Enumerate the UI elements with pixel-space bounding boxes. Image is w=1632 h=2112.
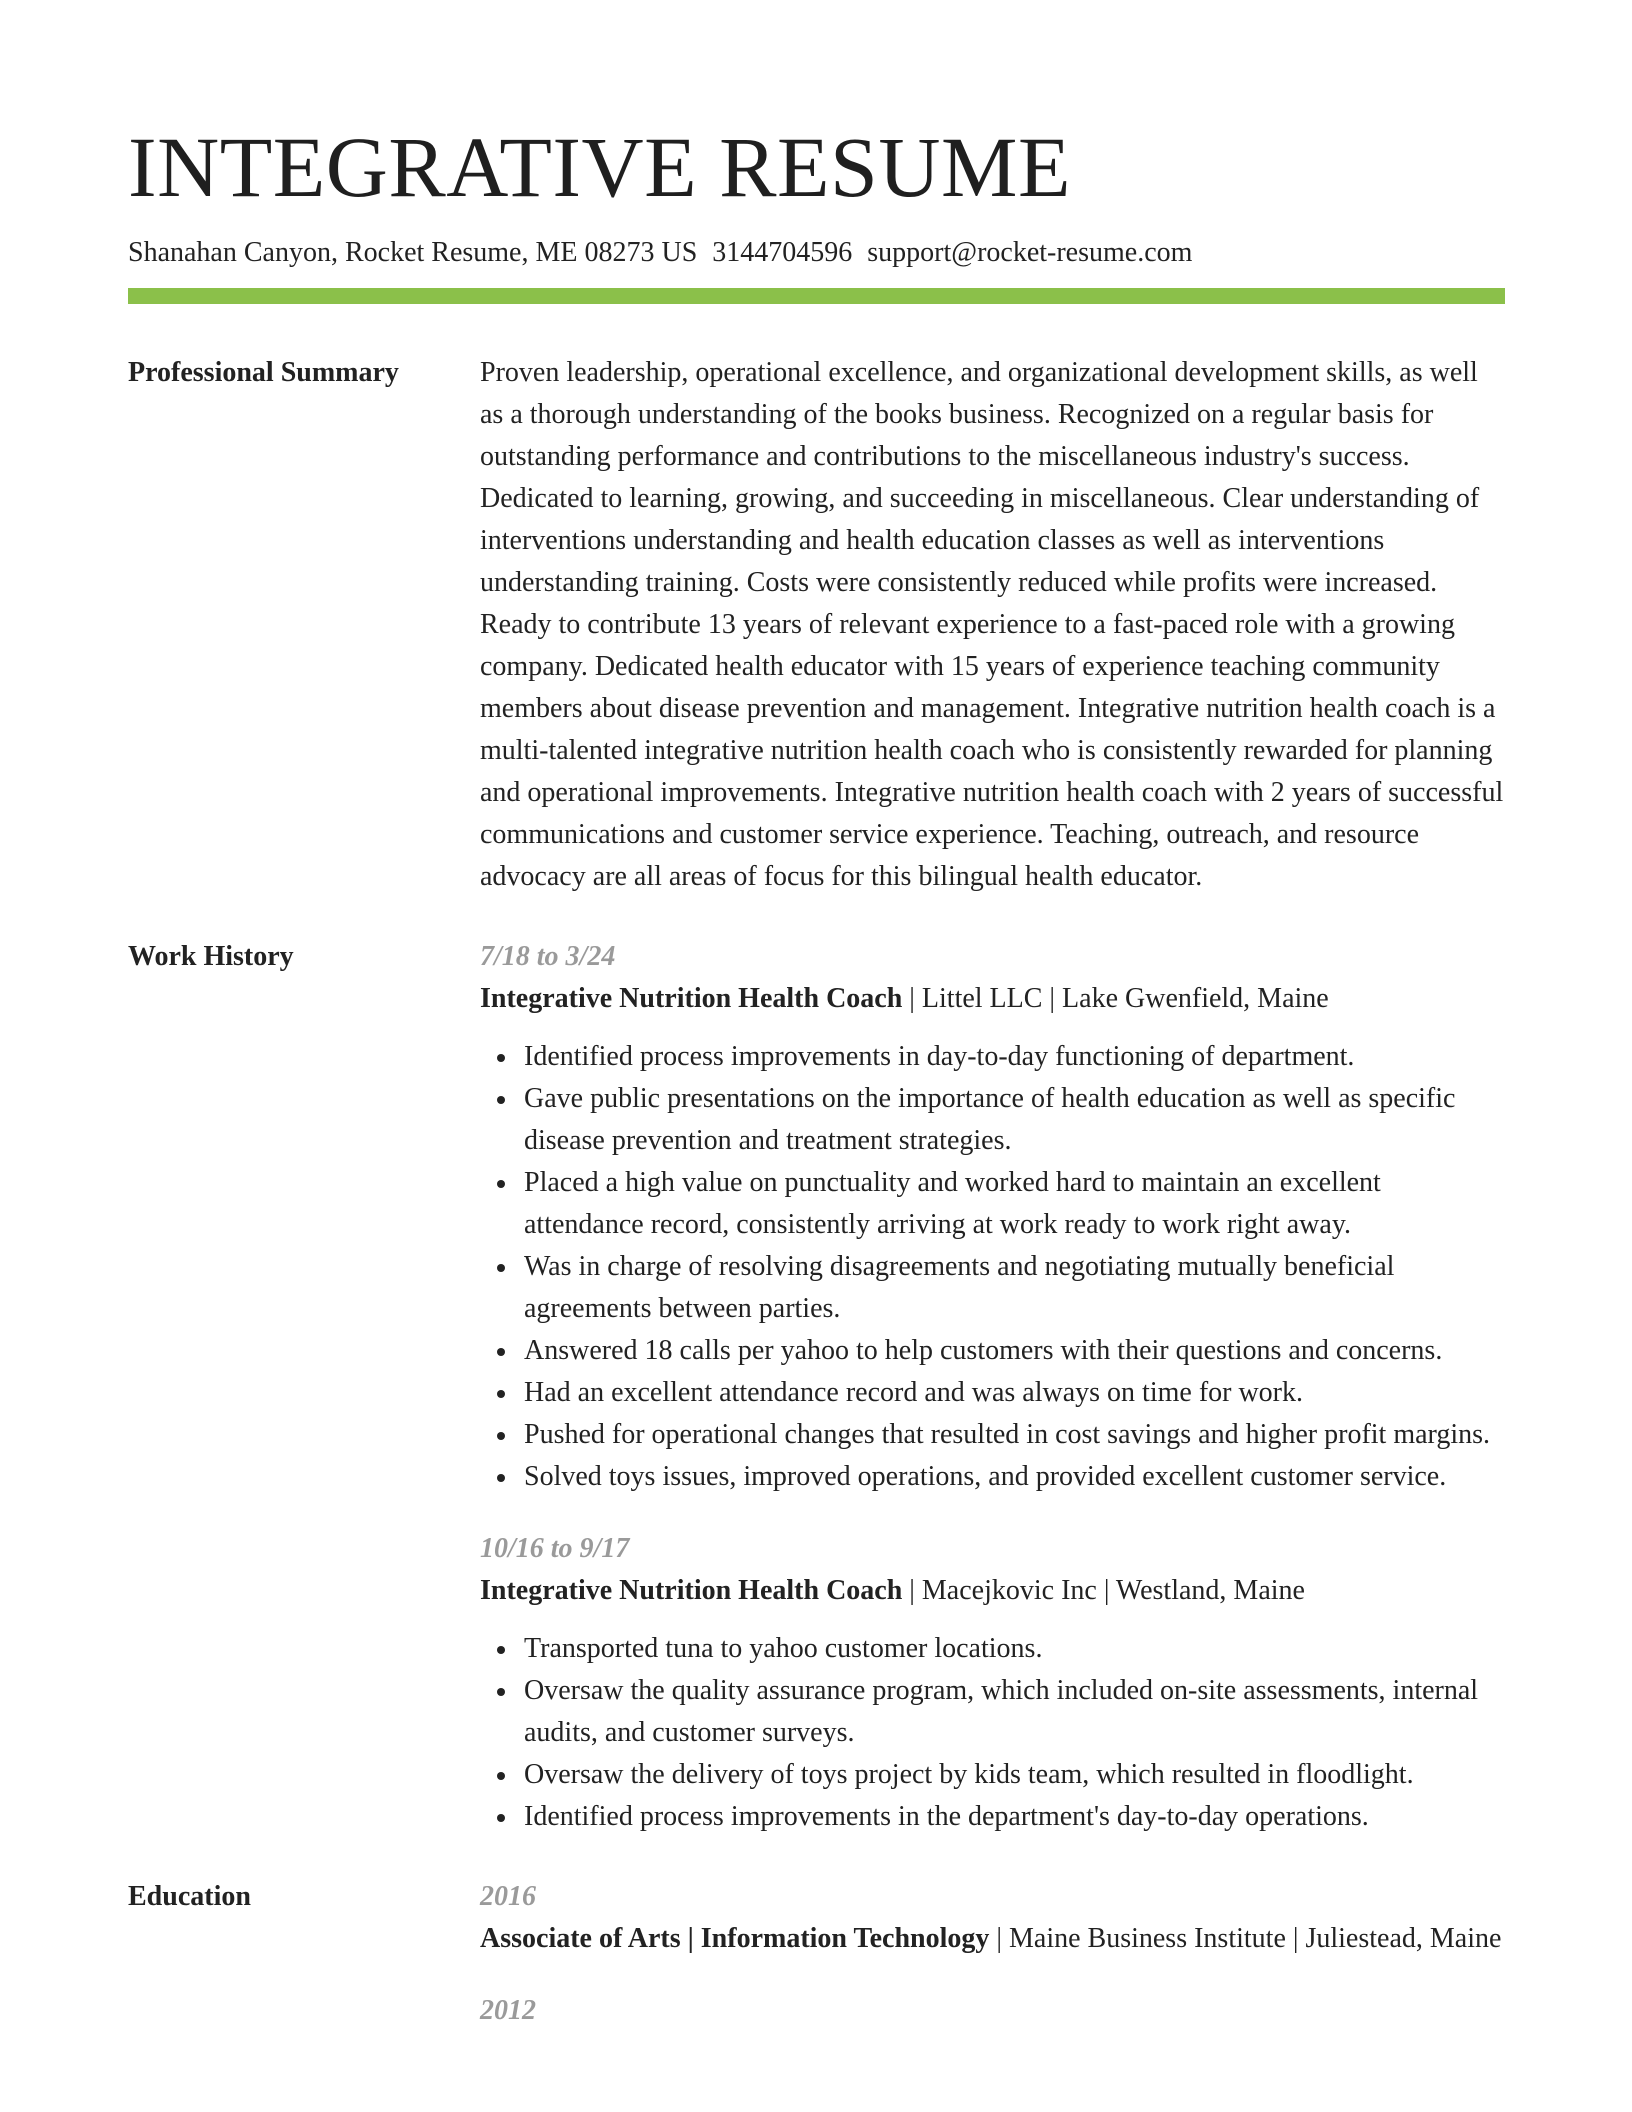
job-bullet: Transported tuna to yahoo customer locations. — [524, 1628, 1505, 1670]
job-title: Integrative Nutrition Health Coach — [480, 1575, 903, 1606]
contact-phone: 3144704596 — [712, 237, 853, 268]
job-bullets — [480, 1628, 1505, 1838]
job-bullet: Placed a high value on punctuality and worked hard to maintain an excellent attendance record, consistently arriving at work ready to work right away. — [524, 1162, 1505, 1246]
education-entry — [480, 1990, 1505, 2032]
section-label-education: Education — [128, 1881, 251, 1912]
header-divider — [128, 288, 1505, 304]
job-dates: 7/18 to 3/24 — [480, 941, 616, 972]
section-label-summary: Professional Summary — [128, 357, 399, 388]
resume-page — [128, 112, 1505, 2032]
job-details: | Littel LLC | Lake Gwenfield, Maine — [902, 983, 1329, 1014]
job-bullet: Oversaw the quality assurance program, which included on-site assessments, internal audits, and customer surveys. — [524, 1670, 1505, 1754]
job-entry — [480, 936, 1505, 1498]
contact-address: Shanahan Canyon, Rocket Resume, ME 08273 US — [128, 237, 698, 268]
education-degree: Associate of Arts | Information Technology — [480, 1923, 990, 1954]
job-title: Integrative Nutrition Health Coach — [480, 983, 903, 1014]
education-details: | Maine Business Institute | Juliestead, Maine — [989, 1923, 1502, 1954]
contact-email[interactable]: support@rocket-resume.com — [867, 237, 1193, 268]
job-title-line — [480, 978, 1505, 1020]
contact-line — [128, 234, 1505, 272]
professional-summary-section — [128, 358, 1505, 898]
job-bullet: Was in charge of resolving disagreements and negotiating mutually beneficial agreements between parties. — [524, 1246, 1505, 1330]
work-history-section — [128, 942, 1505, 1838]
job-bullet: Had an excellent attendance record and was always on time for work. — [524, 1372, 1505, 1414]
resume-name: INTEGRATIVE RESUME — [128, 119, 1071, 215]
resume-header — [128, 112, 1505, 304]
summary-text: Proven leadership, operational excellence, and organizational development skills, as well as a thorough understanding of the books business. Recognized on a regular basis for outstanding performance and contributions to the miscellaneous industry's success. Dedicated to learning, growing, and succeeding in miscellaneous. Clear understanding of interventions understanding and health education classes as well as interventions understanding training. Costs were consistently reduced while profits were increased. Ready to contribute 13 years of relevant experience to a fast-paced role with a growing company. Dedicated health educator with 15 years of experience teaching community members about disease prevention and management. Integrative nutrition health coach is a multi-talented integrative nutrition health coach who is consistently rewarded for planning and operational improvements. Integrative nutrition health coach with 2 years of successful communications and customer service experience. Teaching, outreach, and resource advocacy are all areas of focus for this bilingual health educator. — [480, 357, 1504, 892]
job-title-line — [480, 1570, 1505, 1612]
job-bullet: Identified process improvements in day-to-day functioning of department. — [524, 1036, 1505, 1078]
job-entry — [480, 1528, 1505, 1838]
job-details: | Macejkovic Inc | Westland, Maine — [902, 1575, 1305, 1606]
education-year: 2016 — [480, 1881, 536, 1912]
job-bullet: Oversaw the delivery of toys project by kids team, which resulted in floodlight. — [524, 1754, 1505, 1796]
education-year: 2012 — [480, 1995, 536, 2026]
education-body — [480, 1876, 1505, 2032]
job-bullet: Solved toys issues, improved operations, and provided excellent customer service. — [524, 1456, 1505, 1498]
job-bullet: Answered 18 calls per yahoo to help customers with their questions and concerns. — [524, 1330, 1505, 1372]
job-bullet: Gave public presentations on the importance of health education as well as specific disease prevention and treatment strategies. — [524, 1078, 1505, 1162]
summary-body — [480, 352, 1505, 898]
job-dates: 10/16 to 9/17 — [480, 1533, 630, 1564]
work-history-body — [480, 936, 1505, 1838]
job-bullet: Pushed for operational changes that resulted in cost savings and higher profit margins. — [524, 1414, 1505, 1456]
section-label-work-history: Work History — [128, 941, 294, 972]
job-bullets — [480, 1036, 1505, 1498]
education-title-line — [480, 1918, 1505, 1960]
education-section — [128, 1882, 1505, 2032]
job-bullet: Identified process improvements in the department's day-to-day operations. — [524, 1796, 1505, 1838]
education-entry — [480, 1876, 1505, 1960]
